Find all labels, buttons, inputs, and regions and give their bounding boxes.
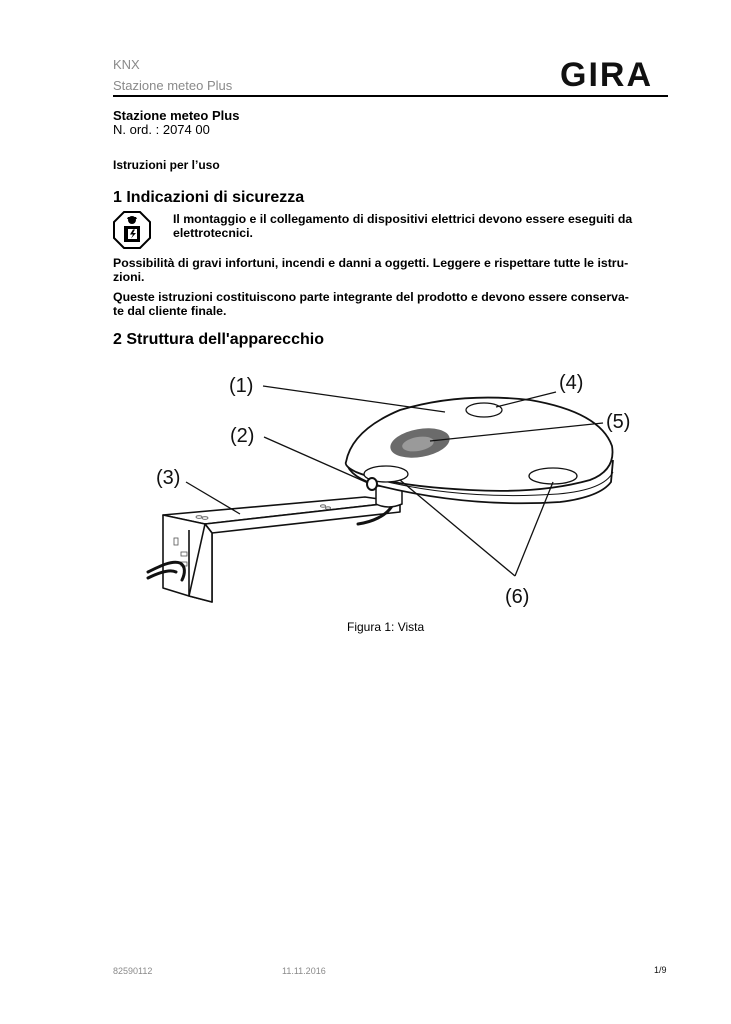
instructions-title: Istruzioni per l’uso [113,158,220,172]
callout-4: (4) [559,372,584,394]
callout-5: (5) [606,411,631,433]
footer-doc-id: 82590112 [113,966,153,976]
section-1-heading: 1 Indicazioni di sicurezza [113,189,305,206]
safety-paragraph-2-line1: Queste istruzioni costituiscono parte integrante del prodotto e devono essere conserva- [113,290,629,304]
header-product-name: Stazione meteo Plus [113,78,233,93]
safety-paragraph-1-line1: Possibilità di gravi infortuni, incendi e danni a oggetti. Leggere e rispettare tutte le istru- [113,256,629,270]
product-name: Stazione meteo Plus [113,108,240,123]
brand-logo: GIRA [560,56,653,94]
footer-date: 11.11.2016 [282,966,326,976]
callout-1: (1) [229,375,254,397]
callout-2: (2) [230,425,255,447]
figure-caption: Figura 1: Vista [347,620,425,634]
electrician-warning-icon [112,210,152,250]
device-figure [140,360,660,610]
header-rule [113,95,668,97]
header-product-line: KNX [113,57,140,72]
warning-text-line1: Il montaggio e il collegamento di dispositivi elettrici devono essere eseguiti da [173,212,633,226]
callout-6: (6) [505,586,530,608]
wall-bracket-drawing [163,497,400,602]
safety-paragraph-1-line2: zioni. [113,270,145,284]
section-2-heading: 2 Struttura dell'apparecchio [113,331,324,348]
callout-3: (3) [156,467,181,489]
weather-station-housing [346,398,613,504]
order-number: N. ord. : 2074 00 [113,122,210,137]
page-number: 1/9 [654,965,667,975]
safety-paragraph-2-line2: te dal cliente finale. [113,304,227,318]
warning-text-line2: elettrotecnici. [173,226,253,240]
